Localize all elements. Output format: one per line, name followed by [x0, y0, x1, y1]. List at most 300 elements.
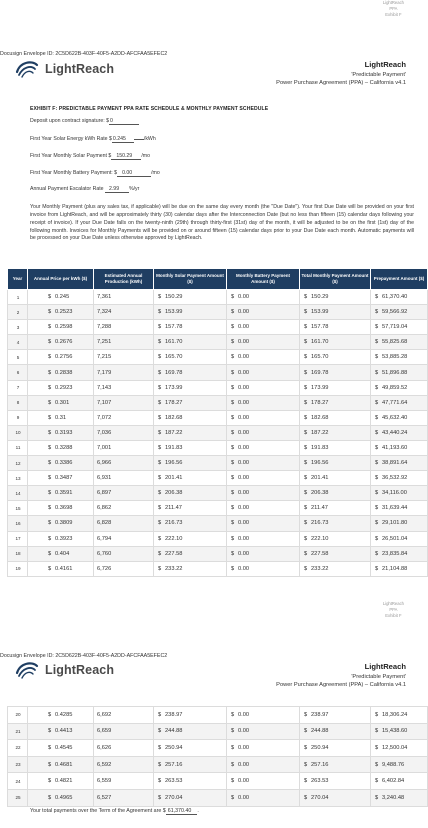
cell-value: 4 — [16, 339, 20, 345]
currency-symbol: $ — [375, 505, 379, 512]
table-cell — [94, 486, 154, 501]
currency-symbol: $ — [48, 565, 52, 572]
table-cell — [94, 740, 154, 757]
cell-value: 178.27 — [165, 399, 183, 406]
table-cell — [371, 320, 428, 335]
table-cell — [94, 320, 154, 335]
currency-symbol: $ — [304, 384, 308, 391]
currency-symbol: $ — [231, 309, 235, 316]
table-cell — [28, 320, 94, 335]
year-cell — [8, 756, 28, 773]
table-cell — [227, 335, 300, 350]
table-cell — [154, 707, 227, 724]
table-cell — [28, 707, 94, 724]
cell-value: 0.3386 — [55, 460, 73, 467]
currency-symbol: $ — [304, 490, 308, 497]
table-cell — [371, 440, 428, 455]
year-cell — [8, 425, 28, 440]
currency-symbol: $ — [304, 369, 308, 376]
cell-value: 3 — [16, 324, 20, 330]
cell-value: 0.00 — [238, 520, 250, 527]
table-cell — [28, 789, 94, 806]
table-cell — [371, 707, 428, 724]
table-cell — [94, 456, 154, 471]
table-cell — [300, 546, 371, 561]
table-cell — [154, 380, 227, 395]
table-row — [8, 395, 428, 410]
currency-symbol: $ — [231, 505, 235, 512]
cell-value: 0.00 — [238, 354, 250, 361]
total-payments-line — [30, 808, 199, 815]
table-cell — [154, 486, 227, 501]
currency-symbol: $ — [158, 744, 162, 751]
year-cell — [8, 546, 28, 561]
table-cell — [28, 471, 94, 486]
cell-value: 0.00 — [238, 294, 250, 301]
cell-value: 191.83 — [165, 444, 183, 451]
table-cell — [154, 320, 227, 335]
currency-symbol: $ — [375, 369, 379, 376]
currency-symbol: $ — [375, 309, 379, 316]
cell-value: 270.04 — [165, 794, 183, 801]
cell-value: 36,532.92 — [382, 475, 408, 482]
year-cell — [8, 789, 28, 806]
table-body — [8, 707, 428, 807]
table-cell — [154, 789, 227, 806]
table-cell — [227, 516, 300, 531]
cell-value: 173.99 — [165, 384, 183, 391]
cell-value: 6,897 — [97, 490, 112, 497]
cell-value: 0.3698 — [55, 505, 73, 512]
table-cell — [371, 531, 428, 546]
table-cell — [154, 305, 227, 320]
table-cell — [154, 546, 227, 561]
kwh-rate-field — [30, 136, 156, 143]
table-cell — [227, 380, 300, 395]
field-label: First Year Monthly Battery Payment: $ — [30, 170, 118, 176]
cell-value: 26,501.04 — [382, 535, 408, 542]
table-cell — [94, 501, 154, 516]
cell-value: 201.41 — [165, 475, 183, 482]
table-cell — [371, 471, 428, 486]
table-cell — [227, 456, 300, 471]
table-cell — [300, 561, 371, 576]
table-cell — [154, 531, 227, 546]
currency-symbol: $ — [158, 444, 162, 451]
currency-symbol: $ — [375, 778, 379, 785]
currency-symbol: $ — [231, 728, 235, 735]
currency-symbol: $ — [231, 429, 235, 436]
lightreach-logo — [14, 59, 114, 79]
table-cell — [154, 365, 227, 380]
currency-symbol: $ — [158, 728, 162, 735]
cell-value: 13 — [15, 475, 21, 481]
cell-value: 6,726 — [97, 565, 112, 572]
field-label: Annual Payment Escalator Rate — [30, 186, 105, 192]
sun-swirl-icon — [14, 660, 40, 680]
corner-stamp-line: PPA — [389, 607, 398, 612]
cell-value: 0.4545 — [55, 744, 73, 751]
currency-symbol: $ — [48, 505, 52, 512]
column-header: Monthly Battery Payment Amount ($) — [227, 269, 300, 290]
currency-symbol: $ — [231, 794, 235, 801]
currency-symbol: $ — [304, 565, 308, 572]
currency-symbol: $ — [375, 429, 379, 436]
currency-symbol: $ — [304, 399, 308, 406]
cell-value: 150.29 — [311, 294, 329, 301]
cell-value: 7,179 — [97, 369, 112, 376]
cell-value: 0.3288 — [55, 444, 73, 451]
currency-symbol: $ — [231, 414, 235, 421]
table-cell — [154, 756, 227, 773]
cell-value: 18 — [15, 551, 21, 557]
cell-value: 7,001 — [97, 444, 112, 451]
table-cell — [94, 471, 154, 486]
table-row — [8, 320, 428, 335]
year-cell — [8, 335, 28, 350]
cell-value: 0.00 — [238, 744, 250, 751]
header-tagline: 'Predictable Payment' — [351, 674, 406, 680]
currency-symbol: $ — [48, 444, 52, 451]
cell-value: 53,885.28 — [382, 354, 408, 361]
table-cell — [94, 350, 154, 365]
table-cell — [94, 546, 154, 561]
cell-value: 38,891.64 — [382, 460, 408, 467]
table-cell — [300, 440, 371, 455]
table-cell — [28, 501, 94, 516]
cell-value: 0.2838 — [55, 369, 73, 376]
currency-symbol: $ — [375, 744, 379, 751]
table-cell — [227, 290, 300, 305]
currency-symbol: $ — [231, 384, 235, 391]
table-cell — [28, 335, 94, 350]
cell-value: 263.53 — [311, 778, 329, 785]
table-cell — [300, 516, 371, 531]
cell-value: 6,760 — [97, 550, 112, 557]
cell-value: 20 — [15, 712, 21, 718]
cell-value: 21,104.88 — [382, 565, 408, 572]
currency-symbol: $ — [375, 354, 379, 361]
table-body — [8, 290, 428, 577]
year-cell — [8, 380, 28, 395]
cell-value: 238.97 — [311, 711, 329, 718]
year-cell — [8, 773, 28, 790]
cell-value: 7 — [16, 385, 20, 391]
currency-symbol: $ — [304, 475, 308, 482]
table-cell — [154, 425, 227, 440]
table-cell — [300, 740, 371, 757]
currency-symbol: $ — [158, 354, 162, 361]
currency-symbol: $ — [48, 520, 52, 527]
table-cell — [371, 410, 428, 425]
currency-symbol: $ — [231, 354, 235, 361]
currency-symbol: $ — [231, 294, 235, 301]
currency-symbol: $ — [158, 414, 162, 421]
table-cell — [371, 350, 428, 365]
table-row — [8, 335, 428, 350]
year-cell — [8, 350, 28, 365]
cell-value: 0.00 — [238, 444, 250, 451]
year-cell — [8, 471, 28, 486]
cell-value: 7,324 — [97, 309, 112, 316]
table-row — [8, 440, 428, 455]
cell-value: 244.88 — [311, 728, 329, 735]
table-cell — [28, 531, 94, 546]
table-cell — [94, 773, 154, 790]
cell-value: 19 — [15, 566, 21, 572]
cell-value: 9 — [16, 415, 20, 421]
cell-value: 1 — [16, 294, 20, 300]
table-row — [8, 789, 428, 806]
currency-symbol: $ — [304, 711, 308, 718]
cell-value: 7,036 — [97, 429, 112, 436]
table-cell — [371, 561, 428, 576]
cell-value: 6,828 — [97, 520, 112, 527]
currency-symbol: $ — [375, 324, 379, 331]
cell-value: 41,193.60 — [382, 444, 408, 451]
corner-stamp — [383, 601, 404, 619]
table-cell — [371, 425, 428, 440]
table-cell — [300, 320, 371, 335]
cell-value: 6 — [16, 370, 20, 376]
currency-symbol: $ — [304, 460, 308, 467]
table-cell — [300, 723, 371, 740]
table-cell — [300, 707, 371, 724]
table-cell — [154, 723, 227, 740]
table-cell — [227, 756, 300, 773]
table-cell — [227, 395, 300, 410]
payment-terms-paragraph: Your Monthly Payment (plus any sales tax, if applicable) will be due on the same day every month (the "Due Date"). Your first Due Date will be provided on your first invoice from LightReach, and will be approximately thirty (30) calendar days after the Interconnection Date (but no less than fifteen (15) calendar days following your receipt of invoice). If your Due Date falls on the twenty-ninth (29th) through thirty-first (31st) day of the month, it will be adjusted to be on the first (1st) day of the following month. Invoices for Monthly Payments will be provided on or around fifteen (15) calendar days prior to your Due Date each month. Automatic payments will be processed on your Due Date unless otherwise approved by LightReach. — [30, 204, 414, 242]
table-cell — [154, 440, 227, 455]
table-cell — [28, 723, 94, 740]
table-row — [8, 546, 428, 561]
cell-value: 216.73 — [165, 520, 183, 527]
currency-symbol: $ — [375, 414, 379, 421]
column-header: Estimated Annual Production (kWh) — [94, 269, 154, 290]
cell-value: 238.97 — [165, 711, 183, 718]
cell-value: 17 — [15, 536, 21, 542]
year-cell — [8, 320, 28, 335]
table-cell — [300, 789, 371, 806]
table-row — [8, 471, 428, 486]
currency-symbol: $ — [375, 761, 379, 768]
cell-value: 7,072 — [97, 414, 112, 421]
table-row — [8, 561, 428, 576]
envelope-id: Docusign Envelope ID: 2C5D622B-403F-40F5-A2DD-AFCFAA5EFEC2 — [0, 653, 168, 659]
currency-symbol: $ — [231, 324, 235, 331]
currency-symbol: $ — [48, 460, 52, 467]
field-value: 150.29 — [111, 153, 141, 160]
table-cell — [154, 290, 227, 305]
cell-value: 0.4285 — [55, 711, 73, 718]
currency-symbol: $ — [304, 520, 308, 527]
cell-value: 0.00 — [238, 490, 250, 497]
cell-value: 0.3923 — [55, 535, 73, 542]
currency-symbol: $ — [231, 339, 235, 346]
currency-symbol: $ — [304, 728, 308, 735]
currency-symbol: $ — [304, 414, 308, 421]
header-tagline: 'Predictable Payment' — [351, 72, 406, 78]
cell-value: 61,370.40 — [382, 294, 408, 301]
table-cell — [94, 531, 154, 546]
currency-symbol: $ — [375, 535, 379, 542]
currency-symbol: $ — [158, 794, 162, 801]
table-cell — [94, 756, 154, 773]
currency-symbol: $ — [231, 761, 235, 768]
currency-symbol: $ — [48, 475, 52, 482]
cell-value: 206.38 — [165, 490, 183, 497]
field-suffix: /kWh — [143, 136, 156, 142]
table-cell — [300, 486, 371, 501]
table-cell — [28, 773, 94, 790]
cell-value: 6,692 — [97, 711, 112, 718]
currency-symbol: $ — [375, 399, 379, 406]
table-cell — [300, 410, 371, 425]
cell-value: 201.41 — [311, 475, 329, 482]
table-cell — [94, 395, 154, 410]
cell-value: 187.22 — [165, 429, 183, 436]
currency-symbol: $ — [304, 535, 308, 542]
currency-symbol: $ — [304, 550, 308, 557]
rate-schedule-table — [7, 268, 428, 577]
cell-value: 196.56 — [311, 460, 329, 467]
cell-value: 0.00 — [238, 711, 250, 718]
table-cell — [227, 320, 300, 335]
year-cell — [8, 305, 28, 320]
cell-value: 0.00 — [238, 550, 250, 557]
cell-value: 0.00 — [238, 309, 250, 316]
cell-value: 7,107 — [97, 399, 112, 406]
cell-value: 24 — [15, 778, 21, 784]
table-cell — [300, 380, 371, 395]
table-row — [8, 380, 428, 395]
table-cell — [227, 486, 300, 501]
table-cell — [154, 501, 227, 516]
currency-symbol: $ — [158, 369, 162, 376]
cell-value: 173.99 — [311, 384, 329, 391]
table-cell — [371, 305, 428, 320]
currency-symbol: $ — [231, 565, 235, 572]
corner-stamp-line: LightReach — [382, 0, 404, 5]
year-cell — [8, 501, 28, 516]
corner-stamp-line: Exhibit F — [385, 613, 402, 618]
currency-symbol: $ — [48, 535, 52, 542]
table-cell — [300, 756, 371, 773]
cell-value: 157.78 — [311, 324, 329, 331]
currency-symbol: $ — [158, 505, 162, 512]
currency-symbol: $ — [375, 339, 379, 346]
table-cell — [227, 546, 300, 561]
column-header: Prepayment Amount ($) — [371, 269, 428, 290]
currency-symbol: $ — [158, 399, 162, 406]
table-cell — [371, 546, 428, 561]
cell-value: 0.00 — [238, 565, 250, 572]
cell-value: 18,306.24 — [382, 711, 408, 718]
table-row — [8, 290, 428, 305]
solar-payment-field — [30, 153, 150, 160]
cell-value: 0.4965 — [55, 794, 73, 801]
currency-symbol: $ — [48, 354, 52, 361]
table-row — [8, 501, 428, 516]
cell-value: 263.53 — [165, 778, 183, 785]
table-cell — [154, 471, 227, 486]
table-cell — [300, 531, 371, 546]
cell-value: 0.00 — [238, 414, 250, 421]
currency-symbol: $ — [158, 384, 162, 391]
header-brand: LightReach — [364, 662, 406, 671]
currency-symbol: $ — [48, 429, 52, 436]
cell-value: 191.83 — [311, 444, 329, 451]
currency-symbol: $ — [158, 520, 162, 527]
table-cell — [371, 756, 428, 773]
cell-value: 6,931 — [97, 475, 112, 482]
table-cell — [154, 561, 227, 576]
currency-symbol: $ — [48, 414, 52, 421]
year-cell — [8, 365, 28, 380]
year-cell — [8, 395, 28, 410]
table-cell — [28, 365, 94, 380]
cell-value: 227.58 — [165, 550, 183, 557]
field-label: First Year Monthly Solar Payment $ — [30, 153, 112, 159]
cell-value: 29,101.80 — [382, 520, 408, 527]
table-cell — [371, 335, 428, 350]
currency-symbol: $ — [158, 490, 162, 497]
currency-symbol: $ — [48, 490, 52, 497]
cell-value: 233.22 — [165, 565, 183, 572]
field-suffix: %/yr — [128, 186, 140, 192]
table-cell — [371, 380, 428, 395]
table-row — [8, 516, 428, 531]
table-cell — [227, 350, 300, 365]
table-cell — [227, 723, 300, 740]
cell-value: 6,527 — [97, 794, 112, 801]
cell-value: 206.38 — [311, 490, 329, 497]
cell-value: 222.10 — [165, 535, 183, 542]
currency-symbol: $ — [48, 778, 52, 785]
logo-wordmark: LightReach — [45, 62, 115, 76]
cell-value: 153.99 — [311, 309, 329, 316]
cell-value: 31,639.44 — [382, 505, 408, 512]
currency-symbol: $ — [158, 778, 162, 785]
table-cell — [28, 756, 94, 773]
sun-swirl-icon — [14, 59, 40, 79]
field-label: First Year Solar Energy kWh Rate $ — [30, 136, 112, 142]
table-cell — [154, 410, 227, 425]
header-document-title: Power Purchase Agreement (PPA) – California v4.1 — [276, 682, 406, 688]
cell-value: 0.00 — [238, 460, 250, 467]
table-cell — [154, 395, 227, 410]
currency-symbol: $ — [375, 475, 379, 482]
cell-value: 0.4681 — [55, 761, 73, 768]
table-cell — [94, 305, 154, 320]
table-cell — [28, 380, 94, 395]
cell-value: 23 — [15, 762, 21, 768]
currency-symbol: $ — [231, 399, 235, 406]
table-cell — [154, 350, 227, 365]
cell-value: 7,361 — [97, 294, 112, 301]
year-cell — [8, 290, 28, 305]
cell-value: 0.245 — [55, 294, 70, 301]
cell-value: 182.68 — [165, 414, 183, 421]
cell-value: 0.00 — [238, 794, 250, 801]
currency-symbol: $ — [375, 711, 379, 718]
table-cell — [154, 773, 227, 790]
cell-value: 7,143 — [97, 384, 112, 391]
year-cell — [8, 440, 28, 455]
year-cell — [8, 707, 28, 724]
currency-symbol: $ — [375, 520, 379, 527]
column-header: Annual Price per kWh ($) — [28, 269, 94, 290]
